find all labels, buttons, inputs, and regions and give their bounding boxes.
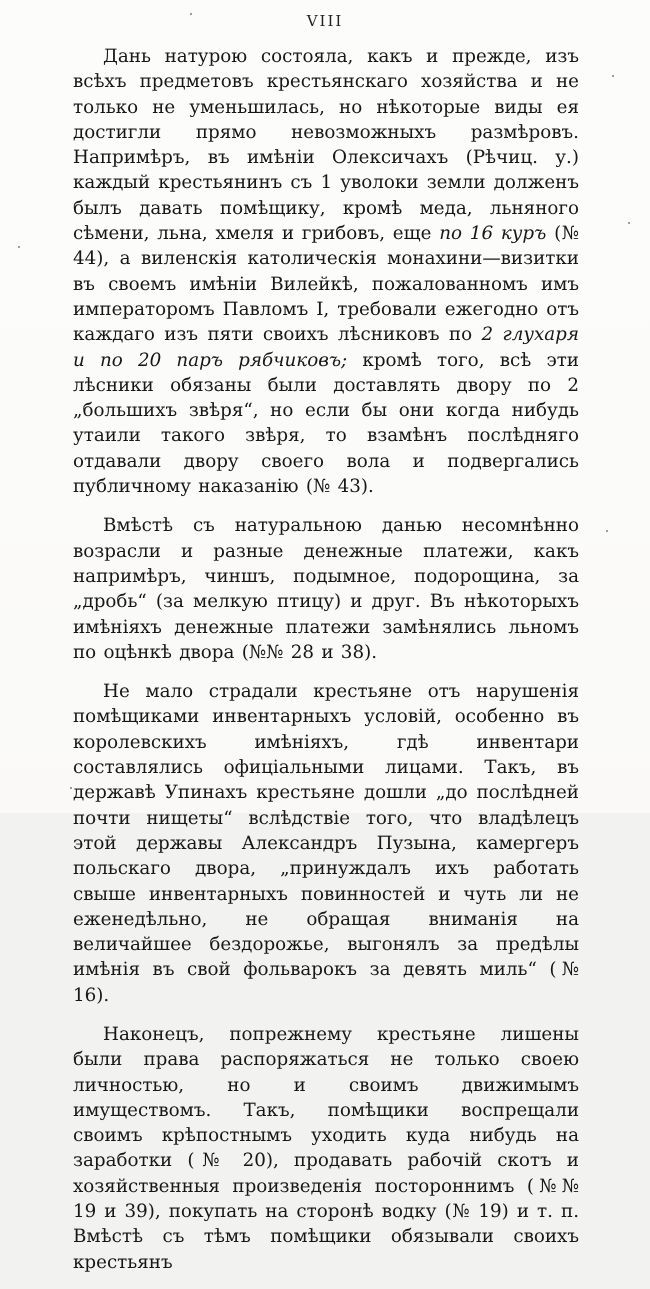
scan-speck (190, 13, 192, 15)
scan-speck (628, 222, 630, 224)
scan-speck (606, 530, 608, 532)
text-run-italic: 2 глухаря и по 20 паръ рябчиковъ; (73, 324, 579, 371)
text-run: Не мало страдали крестьяне отъ нарушенія помѣщиками инвентарныхъ условій, особенно въ королевскихъ имѣніяхъ, гдѣ инвентари составлялись офиціальными лицами. Такъ, въ державѣ Упинахъ крестьяне дошли „до послѣдней почти нищеты“ вслѣдствіе того, что владѣлецъ этой державы Александръ Пузына, камергеръ польскаго двора, „принуждалъ ихъ работать свыше инвентарныхъ повинностей и чуть ли не еженедѣльно, не обращая вниманія на величайшее бездорожье, выгонялъ за предѣлы имѣнія въ свой фольварокъ за девять миль“ (№ 16). (73, 681, 579, 1006)
text-run: Дань натурою состояла, какъ и прежде, изъ всѣхъ предметовъ крестьянскаго хозяйства и не только не уменьшилась, но нѣкоторые виды ея достигли прямо невозможныхъ размѣровъ. Напримѣръ, въ имѣніи Олексичахъ (Рѣчиц. у.) каждый крестьянинъ съ 1 уволоки земли долженъ былъ давать помѣщику, кромѣ меда, льняного сѣмени, льна, хмеля и грибовъ, еще (73, 46, 579, 245)
text-run-italic: по 16 куръ (439, 223, 547, 245)
text-block (73, 44, 579, 1289)
paragraph (73, 1022, 579, 1275)
scan-speck (18, 246, 20, 248)
text-run: Вмѣстѣ съ натуральною данью несомнѣнно возрасли и разные денежные платежи, какъ напримѣръ, чиншъ, подымное, подорощина, за „дробь“ (за мелкую птицу) и друг. Въ нѣкоторыхъ имѣніяхъ денежные платежи замѣнялись льномъ по оцѣнкѣ двора (№№ 28 и 38). (73, 515, 579, 663)
paragraph (73, 44, 579, 499)
text-run: (№ 44), а виленскія католическія монахини—визитки въ своемъ имѣніи Вилейкѣ, пожалованномъ имъ императоромъ Павломъ I, требовали ежегодно отъ каждаго изъ пяти своихъ лѣсниковъ по (73, 223, 579, 346)
scan-speck (70, 787, 72, 789)
page-number: VIII (306, 12, 344, 30)
paragraph (73, 513, 579, 665)
text-run: кромѣ того, всѣ эти лѣсники обязаны были доставлять двору по 2 „большихъ звѣря“, но если бы они когда нибудь утаили такого звѣря, то взамѣнъ послѣдняго отдавали двору своего вола и подвергались публичному наказанію (№ 43). (73, 349, 579, 498)
paragraph (73, 679, 579, 1008)
text-run: Наконецъ, попрежнему крестьяне лишены были права распоряжаться не только своею личностью, но и своимъ движимымъ имуществомъ. Такъ, помѣщики воспрещали своимъ крѣпостнымъ уходить куда нибудь на заработки (№ 20), продавать рабочій скотъ и хозяйственныя произведенія постороннимъ (№№ 19 и 39), покупать на сторонѣ водку (№ 19) и т. п. Вмѣстѣ съ тѣмъ помѣщики обязывали своихъ крестьянъ (73, 1023, 579, 1273)
scan-speck (612, 75, 614, 77)
